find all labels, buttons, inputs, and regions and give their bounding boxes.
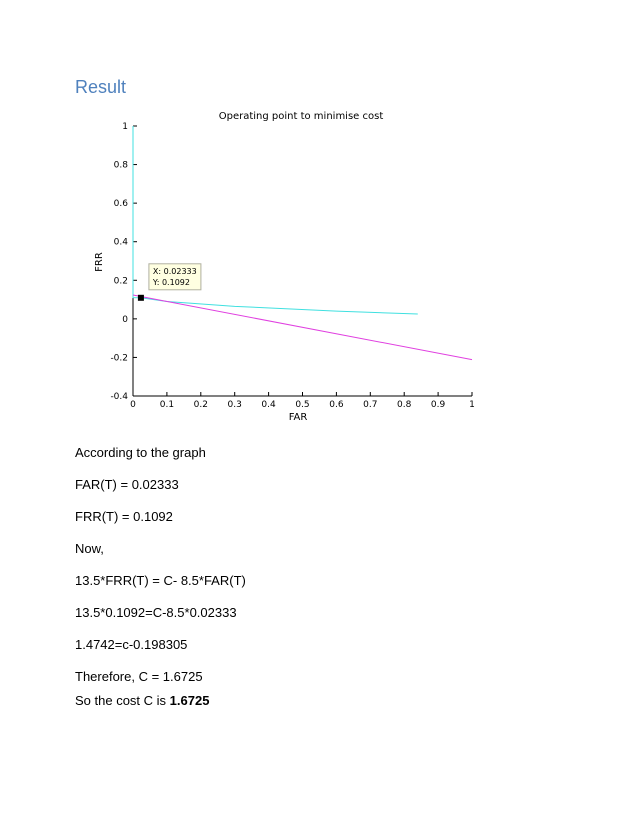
chart-title: Operating point to minimise cost (218, 111, 384, 122)
x-tick-label: 0.4 (261, 400, 276, 410)
text-line-5: 13.5*FRR(T) = C- 8.5*FAR(T) (75, 573, 246, 588)
result-heading: Result (75, 77, 127, 97)
x-tick-label: 1 (469, 400, 475, 410)
text-line-3: FRR(T) = 0.1092 (75, 509, 173, 524)
text-line-8: Therefore, C = 1.6725 (75, 669, 203, 684)
x-tick-label: 0.2 (193, 400, 208, 410)
text-line-1: According to the graph (75, 445, 206, 460)
y-tick-label: 0 (122, 314, 128, 325)
x-tick-label: 0.9 (430, 400, 446, 410)
y-tick-label: 0.2 (113, 276, 128, 287)
y-tick-label: 1 (122, 122, 128, 132)
x-tick-label: 0.7 (363, 400, 378, 410)
x-tick-label: 0.8 (397, 400, 412, 410)
final-cost-value: 1.6725 (169, 693, 210, 708)
datatip-x: X: 0.02333 (152, 266, 197, 276)
text-line-4: Now, (75, 541, 104, 556)
y-tick-label: 0.6 (113, 199, 128, 210)
y-tick-label: 0.4 (113, 237, 128, 248)
x-tick-label: 0.5 (295, 400, 310, 410)
x-tick-label: 0.3 (227, 400, 242, 410)
text-line-2: FAR(T) = 0.02333 (75, 477, 179, 492)
x-tick-label: 0.1 (159, 400, 175, 410)
text-line-7: 1.4742=c-0.198305 (75, 637, 188, 652)
x-tick-label: 0.6 (329, 400, 344, 410)
datatip-y: Y: 0.1092 (152, 277, 190, 287)
y-tick-label: -0.2 (110, 353, 128, 364)
text-line-6: 13.5*0.1092=C-8.5*0.02333 (75, 605, 237, 620)
final-cost-line (75, 693, 209, 708)
y-tick-label: 0.8 (113, 160, 128, 171)
y-tick-label: -0.4 (110, 392, 128, 402)
final-cost-prefix: So the cost C is (75, 693, 170, 708)
x-tick-label: 0 (130, 400, 136, 410)
datatip-marker[interactable] (138, 295, 144, 301)
series-line-2 (133, 295, 472, 360)
y-axis-label: FRR (94, 252, 105, 272)
operating-point-chart (80, 100, 480, 430)
x-axis-label: FAR (288, 412, 308, 423)
